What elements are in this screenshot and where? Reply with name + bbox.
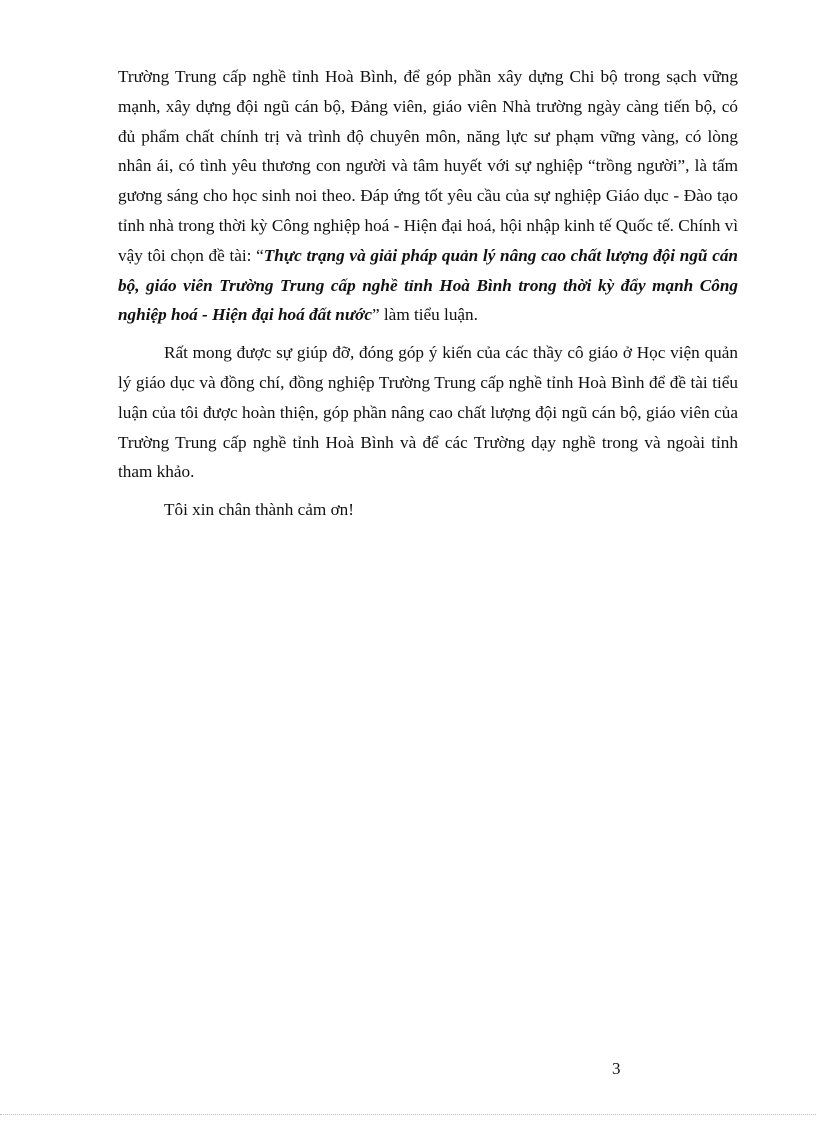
page-number: 3 bbox=[612, 1059, 621, 1078]
page-bottom-border bbox=[0, 1114, 816, 1115]
document-page bbox=[118, 62, 738, 525]
paragraph-thanks: Tôi xin chân thành cảm ơn! bbox=[164, 500, 354, 520]
paragraph-intro-ending: ” làm tiểu luận. bbox=[371, 305, 478, 325]
paragraph-request: Rất mong được sự giúp đỡ, đóng góp ý kiến của các thầy cô giáo ở Học viện quản lý giáo dục và đồng chí, đồng nghiệp Trường Trung cấp nghề tỉnh Hoà Bình để đề tài tiểu luận của tôi được hoàn thiện, góp phần nâng cao chất lượng đội ngũ cán bộ, giáo viên của Trường Trung cấp nghề tỉnh Hoà Bình và để các Trường dạy nghề trong và ngoài tỉnh tham khảo. bbox=[118, 343, 738, 482]
paragraph-intro-text: Trường Trung cấp nghề tỉnh Hoà Bình, để góp phần xây dựng Chi bộ trong sạch vững mạnh, xây dựng đội ngũ cán bộ, Đảng viên, giáo viên Nhà trường ngày càng tiến bộ, có đủ phẩm chất chính trị và trình độ chuyên môn, năng lực sư phạm vững vàng, có lòng nhân ái, có tình yêu thương con người và tâm huyết với sự nghiệp “trồng người”, là tấm gương sáng cho học sinh noi theo. Đáp ứng tốt yêu cầu của sự nghiệp Giáo dục - Đào tạo tỉnh nhà trong thời kỳ Công nghiệp hoá - Hiện đại hoá, hội nhập kinh tế Quốc tế. Chính vì vậy tôi chọn đề tài: “ bbox=[118, 67, 738, 265]
thesis-title: Thực trạng và giải pháp quản lý nâng cao chất lượng đội ngũ cán bộ, giáo viên Trường Trung cấp nghề tỉnh Hoà Bình trong thời kỳ đẩy mạnh Công nghiệp hoá - Hiện đại hoá đất nước bbox=[118, 245, 738, 325]
paragraph-intro bbox=[118, 62, 738, 330]
